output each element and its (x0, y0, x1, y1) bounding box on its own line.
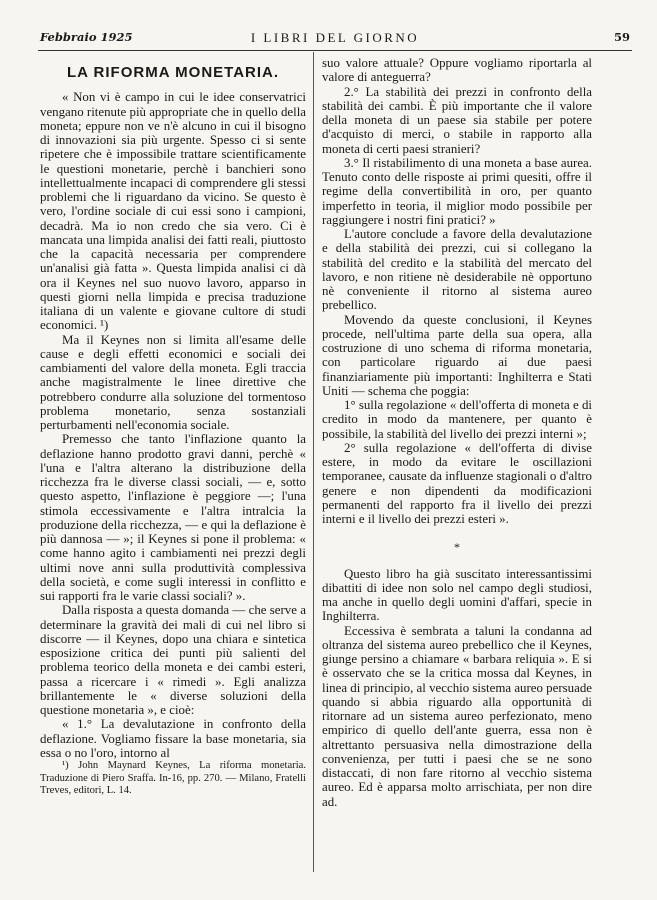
paragraph: Eccessiva è sembrata a taluni la condanna ad oltranza del sistema aureo prebellico che il Keynes, giunge persino a chiamare « barbara reliquia ». E si è osservato che se la critica mossa dal Keynes, in linea di principio, al vecchio sistema aureo persuade quando si abbia riguardo alla opportunità di ritornare ad un sistema aureo perfezionato, meno empirico di quello dell'ante guerra, essa non è altrettanto persuasiva nella dimostrazione della convenienza, per tutti i paesi che se ne sono distaccati, di non fare ritorno al vecchio sistema aureo. Ed è apparsa molto arrischiata, per non dire ad. (322, 623, 592, 809)
paragraph: Ma il Keynes non si limita all'esame delle cause e degli effetti economici e sociali dei cambiamenti del valore della moneta. Egli traccia anche magistralmente le linee direttive che potrebbero condurre alla soluzione del tormentoso problema monetario, senza sostanziali perturbamenti nell'economia sociale. (40, 332, 306, 432)
paragraph: 2.° La stabilità dei prezzi in confronto della stabilità dei cambi. È più importante che il valore della moneta di un paese sia stabile per potere d'acquisto di merci, o stabile in rapporto alla moneta di certi paesi stranieri? (322, 84, 592, 156)
paragraph: « Non vi è campo in cui le idee conservatrici vengano ritenute più appropriate che in quello della moneta; eppure non ve n'è alcuno in cui il bisogno di innovazioni sia più urgente. Spesso ci si sente ripetere che è impossibile trattare scientificamente le questioni monetarie, perchè i banchieri sono intellettualmente incapaci di comprendere gli stessi problemi che li riguardano da vicino. Se questo è vero, l'ordine sociale di cui essi sono i campioni, decadrà. Ma io non credo che sia vero. Ci è mancata una limpida analisi dei fatti reali, piuttosto che la capacità necessaria per comprendere un'analisi già fatta ». Questa limpida analisi ci dà ora il Keynes nel suo nuovo lavoro, apparso in questi giorni nella limpida e precisa traduzione italiana di un valente e giovane cultore di studi economici. ¹) (40, 90, 306, 333)
article-title: LA RIFORMA MONETARIA. (66, 64, 280, 81)
paragraph: « 1.° La devalutazione in confronto della deflazione. Vogliamo fissare la base monetaria, sia essa o no l'oro, intorno al (40, 717, 306, 760)
journal-title: I LIBRI DEL GIORNO (250, 30, 420, 45)
right-column (322, 56, 592, 809)
issue-date: Febbraio 1925 (40, 30, 133, 44)
paragraph: Dalla risposta a questa domanda — che serve a determinare la gravità dei mali di cui nel libro si discorre — il Keynes, dopo una chiara e sintetica esposizione critica dei punti più salienti del problema teorico della moneta e dei cambi esteri, passa a ricercare i « rimedi ». Egli analizza brillantemente le « diverse soluzioni della questione monetaria », e cioè: (40, 603, 306, 717)
paragraph: suo valore attuale? Oppure vogliamo riportarla al valore di anteguerra? (322, 56, 592, 85)
footnote: ¹) John Maynard Keynes, La riforma monetaria. Traduzione di Piero Sraffa. In-16, pp. 270. — Milano, Fratelli Treves, editori, L. 14. (40, 760, 306, 796)
paragraph: L'autore conclude a favore della devalutazione e della stabilità dei prezzi, cui si collegano la stabilità del credito e la stabilità del mercato del lavoro, e non ritiene nè desiderabile nè opportuno nè conveniente il ritorno al sistema aureo prebellico. (322, 227, 592, 313)
paragraph: Premesso che tanto l'inflazione quanto la deflazione hanno prodotto gravi danni, perchè « l'una e l'altra alterano la distribuzione della ricchezza fra le diverse classi sociali, — e, sotto questo aspetto, l'inflazione è peggiore —; l'una stimola eccessivamente e l'altra intralcia la produzione della ricchezza, — e qui la deflazione è più dannosa — »; il Keynes si pone il problema: « come hanno agito i cambiamenti nei prezzi degli ultimi nove anni sulla produttività complessiva della società, e come sugli interessi in conflitto e sui rapporti fra le varie classi sociali? ». (40, 432, 306, 603)
left-column (40, 62, 306, 798)
paragraph: Questo libro ha già suscitato interessantissimi dibattiti di idee non solo nel campo degli studiosi, ma anche in quello degli uomini d'affari, specie in Inghilterra. (322, 566, 592, 624)
list-item: 1° sulla regolazione « dell'offerta di moneta e di credito in modo da mantenere, per quanto è possibile, la stabilità del livello dei prezzi interni »; (322, 398, 592, 441)
running-head (40, 30, 630, 48)
paragraph: Movendo da queste conclusioni, il Keynes procede, nell'ultima parte della sua opera, alla costruzione di uno schema di riforma monetaria, con particolare riguardo ai due paesi finanziariamente più importanti: Inghilterra e Stati Uniti — schema che poggia: (322, 312, 592, 398)
paragraph: 3.° Il ristabilimento di una moneta a base aurea. Tenuto conto delle risposte ai primi quesiti, offre il regime della convertibilità in oro, per quanto imperfetto in teoria, il miglior modo possibile per raggiungere i nostri fini pratici? » (322, 155, 592, 227)
page-number: 59 (613, 30, 630, 44)
header-rule (38, 50, 632, 51)
list-item: 2° sulla regolazione « dell'offerta di divise estere, in modo da evitare le oscillazioni temporanee, causate da influenze stagionali o d'altro genere e non dipendenti da modificazioni permanenti del rapporto fra il livello dei prezzi interni e il livello dei prezzi esteri ». (322, 440, 592, 526)
section-separator: * (454, 540, 460, 555)
column-divider (313, 52, 314, 872)
